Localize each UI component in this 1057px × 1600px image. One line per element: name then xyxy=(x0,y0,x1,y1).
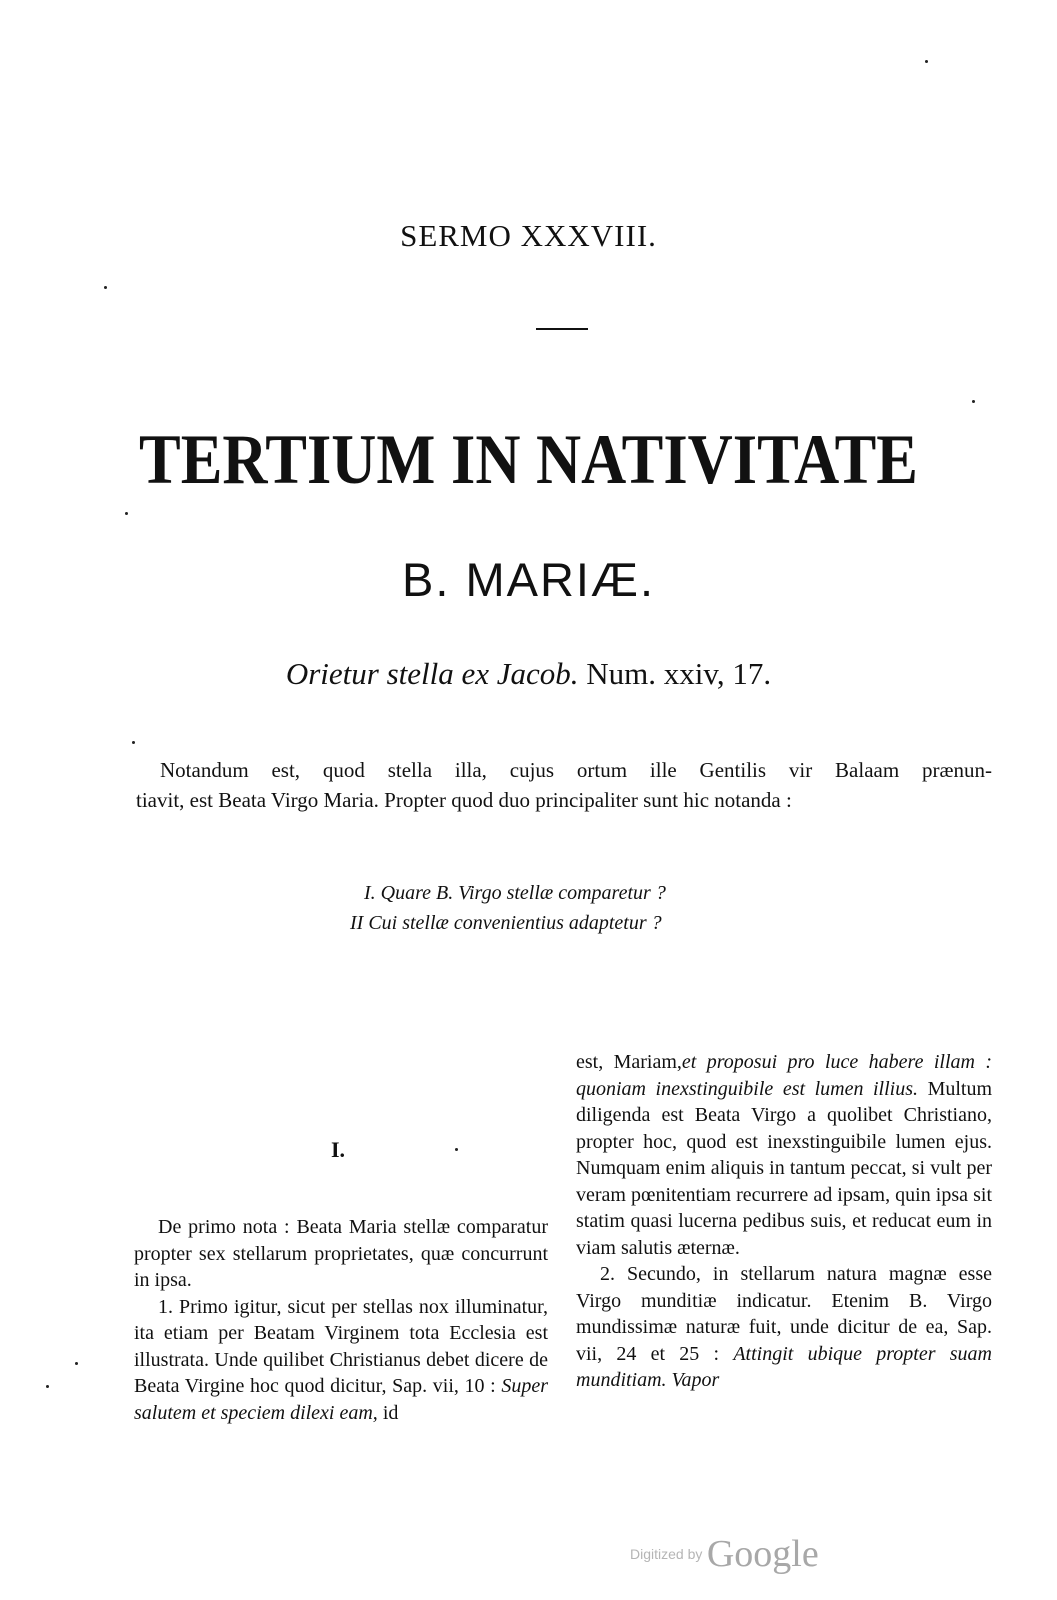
scan-speck xyxy=(75,1362,78,1365)
scripture-epigraph xyxy=(0,656,1057,692)
scan-speck xyxy=(125,512,128,515)
left-paragraph-1: De primo nota : Beata Maria stellæ comparatur propter sex stellarum proprietates, quæ concurrunt in ipsa. xyxy=(134,1216,548,1291)
intro-line-1: Notandum est, quod stella illa, cujus ortum ille Gentilis vir Balaam prænun- xyxy=(160,758,992,782)
right-paragraph-1-italic: et proposui pro luce habere illam : quoniam inexstinguibile est lumen illius. xyxy=(576,1051,992,1100)
digitized-by-label: Digitized by xyxy=(630,1546,703,1562)
right-paragraph-2 xyxy=(576,1261,992,1394)
scan-speck xyxy=(925,60,928,63)
sub-title: B. MARIÆ. xyxy=(401,553,656,606)
scan-speck xyxy=(132,741,135,744)
right-paragraph-1 xyxy=(576,1049,992,1261)
question-1: I. Quare B. Virgo stellæ comparetur ? xyxy=(364,882,666,904)
left-column xyxy=(134,1214,548,1426)
sermon-number: SERMO XXXVIII. xyxy=(400,218,657,253)
main-title: TERTIUM IN NATIVITATE xyxy=(139,421,918,499)
scan-speck xyxy=(972,400,975,403)
section-numeral: I. xyxy=(330,1137,346,1162)
scan-speck xyxy=(104,286,107,289)
title-divider xyxy=(536,328,588,330)
left-paragraph-2-tail: id xyxy=(382,1401,399,1424)
left-paragraph-2 xyxy=(134,1294,548,1427)
intro-paragraph xyxy=(136,755,992,815)
scripture-reference: Num. xxiv, 17. xyxy=(586,656,772,691)
right-paragraph-1-start: est, Mariam, xyxy=(576,1051,682,1073)
scripture-quote: Orietur stella ex Jacob. xyxy=(285,656,579,691)
right-paragraph-2-italic: Attingit ubique propter suam munditiam. Vapor xyxy=(576,1342,992,1391)
left-paragraph-2-italic: Super salutem et speciem dilexi eam, xyxy=(134,1375,549,1424)
scan-speck xyxy=(455,1148,458,1151)
right-paragraph-1-rest: Multum diligenda est Beata Virgo a quolibet Christiano, propter hoc, quod est inexstinguibile lumen ejus. Numquam enim aliquis in tantum peccat, si vult per veram pœnitentiam recurrere ad ipsam, quin ipsa sit statim quasi lucerna pedibus suis, et reducat eum in viam salutis æternæ. xyxy=(576,1077,993,1259)
left-paragraph-2-text: 1. Primo igitur, sicut per stellas nox illuminatur, ita etiam per Beatam Virginem tota Ecclesia est illustrata. Unde quilibet Christianus debet dicere de Beata Virgine hoc quod dicitur, Sap. vii, 10 : xyxy=(134,1295,548,1397)
digitized-watermark xyxy=(630,1532,819,1576)
intro-line-2: tiavit, est Beata Virgo Maria. Propter quod duo principaliter sunt hic notanda : xyxy=(136,788,792,812)
right-column xyxy=(576,1049,992,1394)
scan-speck xyxy=(46,1385,49,1388)
right-paragraph-2-text: 2. Secundo, in stellarum natura magnæ esse Virgo munditiæ indicatur. Etenim B. Virgo mundissimæ naturæ fuit, unde dicitur de ea, Sap. vii, 24 et 25 : xyxy=(576,1263,992,1365)
question-2: II Cui stellæ convenientius adaptetur ? xyxy=(350,912,662,934)
google-logo: Google xyxy=(706,1533,819,1575)
